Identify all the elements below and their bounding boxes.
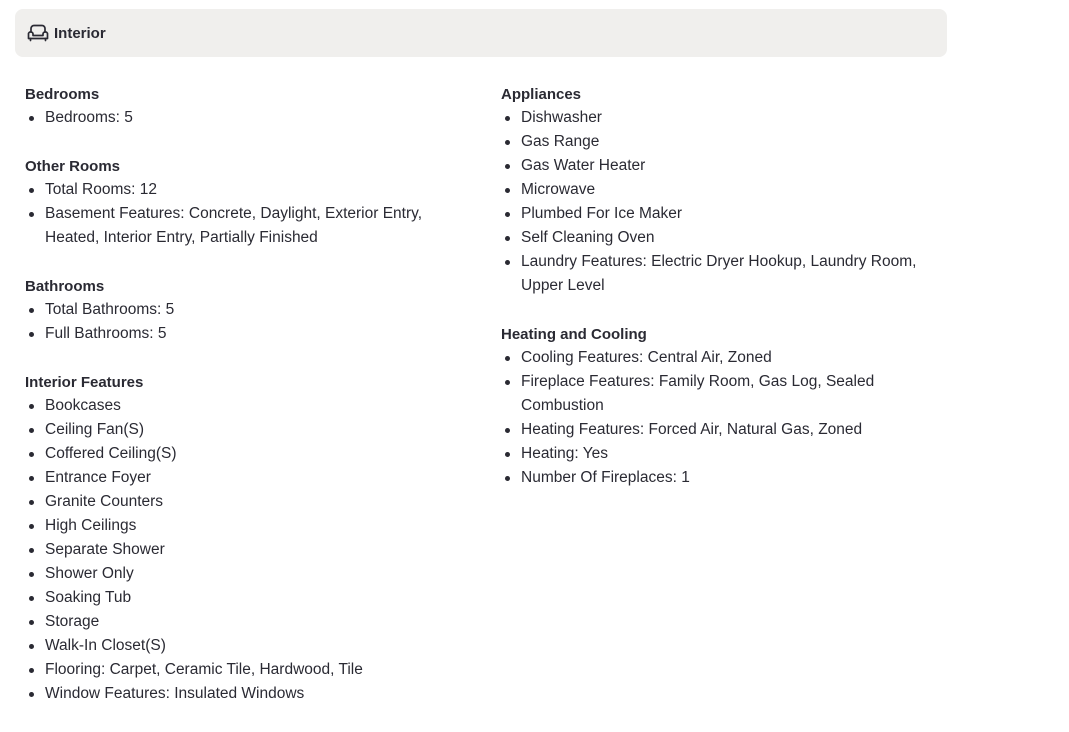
group-interior-features: [25, 372, 465, 706]
right-column: [501, 84, 921, 516]
list-item: Full Bathrooms: 5: [25, 322, 465, 346]
list-item: Number Of Fireplaces: 1: [501, 466, 921, 490]
list-item: Separate Shower: [25, 538, 465, 562]
list-item: Gas Water Heater: [501, 154, 921, 178]
sofa-icon: [27, 23, 49, 43]
group-heating-and-cooling: [501, 324, 921, 490]
group-title: Bedrooms: [25, 86, 100, 103]
list-item: Microwave: [501, 178, 921, 202]
feature-list: [25, 298, 465, 346]
list-item: Basement Features: Concrete, Daylight, Exterior Entry, Heated, Interior Entry, Partially Finished: [25, 202, 465, 250]
group-title: Other Rooms: [25, 158, 121, 175]
list-item: Window Features: Insulated Windows: [25, 682, 465, 706]
feature-list: [501, 106, 921, 298]
list-item: Self Cleaning Oven: [501, 226, 921, 250]
group-other-rooms: [25, 156, 465, 250]
feature-list: [501, 346, 921, 490]
list-item: Fireplace Features: Family Room, Gas Log, Sealed Combustion: [501, 370, 921, 418]
interior-section-header[interactable]: [15, 9, 947, 57]
list-item: Storage: [25, 610, 465, 634]
feature-list: [25, 178, 465, 250]
group-bedrooms: [25, 84, 465, 130]
list-item: Gas Range: [501, 130, 921, 154]
list-item: Total Bathrooms: 5: [25, 298, 465, 322]
list-item: Heating: Yes: [501, 442, 921, 466]
group-title: Bathrooms: [25, 278, 105, 295]
left-column: [25, 84, 465, 732]
group-appliances: [501, 84, 921, 298]
group-title: Heating and Cooling: [501, 326, 647, 343]
list-item: Bedrooms: 5: [25, 106, 465, 130]
list-item: Plumbed For Ice Maker: [501, 202, 921, 226]
list-item: Entrance Foyer: [25, 466, 465, 490]
section-title: Interior: [54, 24, 106, 42]
list-item: Coffered Ceiling(S): [25, 442, 465, 466]
list-item: Bookcases: [25, 394, 465, 418]
list-item: Soaking Tub: [25, 586, 465, 610]
list-item: Flooring: Carpet, Ceramic Tile, Hardwood, Tile: [25, 658, 465, 682]
list-item: Shower Only: [25, 562, 465, 586]
list-item: Walk-In Closet(S): [25, 634, 465, 658]
feature-list: [25, 106, 465, 130]
list-item: Dishwasher: [501, 106, 921, 130]
list-item: Granite Counters: [25, 490, 465, 514]
list-item: Laundry Features: Electric Dryer Hookup, Laundry Room, Upper Level: [501, 250, 921, 298]
list-item: Cooling Features: Central Air, Zoned: [501, 346, 921, 370]
list-item: High Ceilings: [25, 514, 465, 538]
group-bathrooms: [25, 276, 465, 346]
list-item: Heating Features: Forced Air, Natural Gas, Zoned: [501, 418, 921, 442]
list-item: Total Rooms: 12: [25, 178, 465, 202]
list-item: Ceiling Fan(S): [25, 418, 465, 442]
group-title: Interior Features: [25, 374, 144, 391]
feature-list: [25, 394, 465, 706]
group-title: Appliances: [501, 86, 582, 103]
